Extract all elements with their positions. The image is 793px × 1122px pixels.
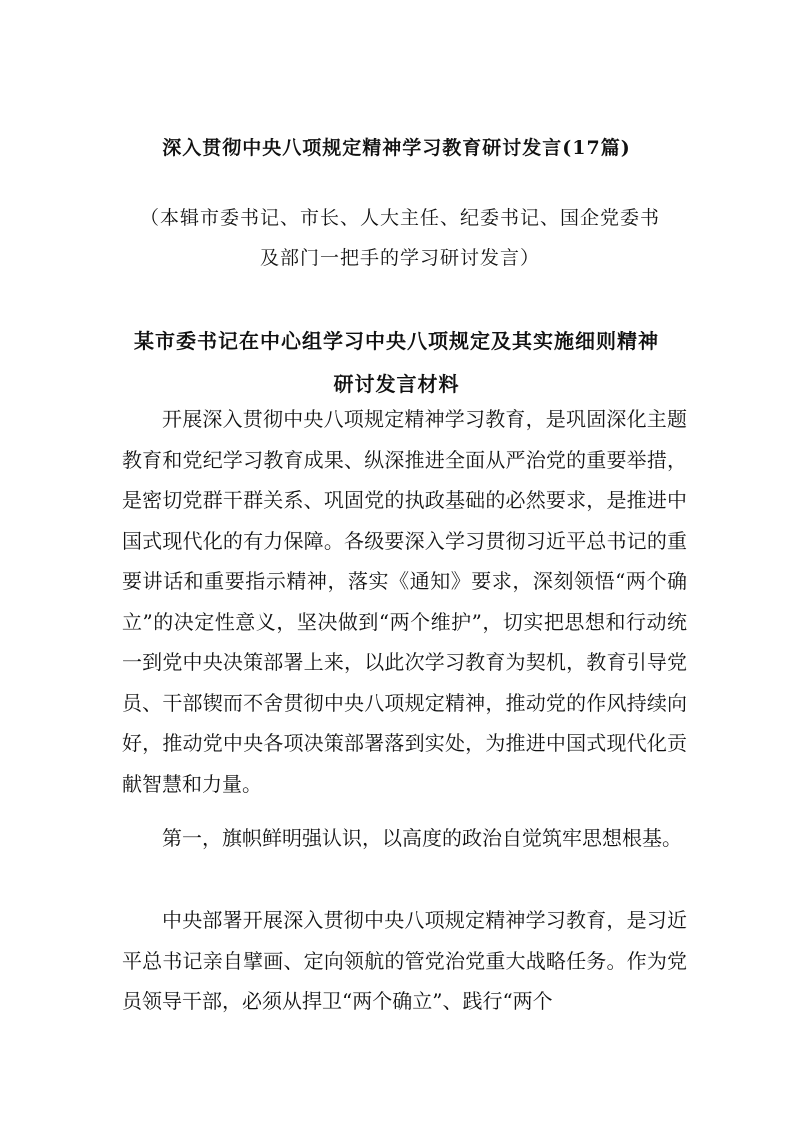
section-title-line-2: 研讨发言材料 <box>333 372 460 396</box>
body-paragraph: 中央部署开展深入贯彻中央八项规定精神学习教育，是习近平总书记亲自擘画、定向领航的管党治党重大战略任务。作为党员领导干部，必须从捍卫“两个确立”、践行“两个 <box>122 908 687 1013</box>
document-subtitle-line-1: （本辑市委书记、市长、人大主任、纪委书记、国企党委书 <box>139 207 660 229</box>
document-title: 深入贯彻中央八项规定精神学习教育研讨发言(17篇) <box>162 137 631 159</box>
body-paragraph-block-1 <box>122 399 687 804</box>
document-subtitle-line-2: 及部门一把手的学习研讨发言） <box>259 247 540 269</box>
section-title-line-1: 某市委书记在中心组学习中央八项规定及其实施细则精神 <box>134 329 659 353</box>
body-paragraph-block-3 <box>122 900 687 1022</box>
body-paragraph-block-2 <box>122 818 687 859</box>
body-paragraph: 开展深入贯彻中央八项规定精神学习教育，是巩固深化主题教育和党纪学习教育成果、纵深推进全面从严治党的重要举措，是密切党群干群关系、巩固党的执政基础的必然要求，是推进中国式现代化的有力保障。各级要深入学习贯彻习近平总书记的重要讲话和重要指示精神，落实《通知》要求，深刻领悟“两个确立”的决定性意义，坚决做到“两个维护”，切实把思想和行动统一到党中央决策部署上来，以此次学习教育为契机，教育引导党员、干部锲而不舍贯彻中央八项规定精神，推动党的作风持续向好，推动党中央各项决策部署落到实处，为推进中国式现代化贡献智慧和力量。 <box>122 407 687 796</box>
section-heading-paragraph: 第一，旗帜鲜明强认识，以高度的政治自觉筑牢思想根基。 <box>162 826 682 850</box>
